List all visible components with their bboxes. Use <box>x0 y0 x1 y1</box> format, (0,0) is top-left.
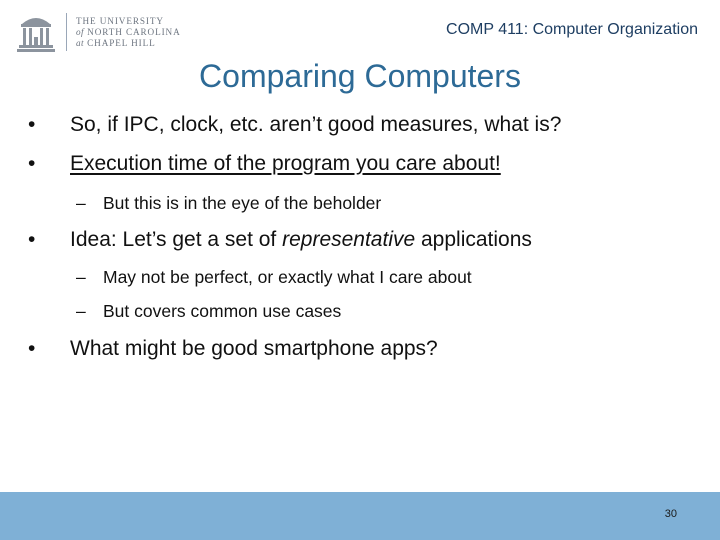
sub-bullet-marker: – <box>76 193 86 213</box>
bullet-marker: • <box>28 152 36 175</box>
bullet-text-before: Idea: Let’s get a set of <box>70 228 283 251</box>
slide-title: Comparing Computers <box>199 58 521 94</box>
bullet-text-after: applications <box>415 228 532 251</box>
bullet-marker: • <box>28 337 36 360</box>
page-number: 30 <box>664 508 677 520</box>
bullet-text: So, if IPC, clock, etc. aren’t good measures, what is? <box>70 113 562 136</box>
logo-line-2-main: NORTH CAROLINA <box>87 26 181 37</box>
sub-bullet-text: But covers common use cases <box>103 301 342 321</box>
bullet-marker: • <box>28 228 36 251</box>
course-title: COMP 411: Computer Organization <box>446 21 698 38</box>
sub-bullet-marker: – <box>76 267 86 287</box>
sub-bullet-marker: – <box>76 301 86 321</box>
bullet-text-emphasis: representative <box>282 228 416 251</box>
logo-line-3-main: CHAPEL HILL <box>87 37 156 48</box>
sub-bullet-text: May not be perfect, or exactly what I care about <box>103 267 472 287</box>
bullet-text: Execution time of the program you care about! <box>70 152 501 175</box>
sub-bullet-text: But this is in the eye of the beholder <box>103 193 382 213</box>
logo-line-2-prefix: of <box>76 26 84 37</box>
bullet-text: What might be good smartphone apps? <box>70 337 438 360</box>
footer-bar <box>0 492 720 540</box>
logo-line-1: THE UNIVERSITY <box>76 15 164 26</box>
bullet-text <box>70 228 532 252</box>
bullet-marker: • <box>28 113 36 136</box>
logo-line-3-prefix: at <box>76 37 84 48</box>
